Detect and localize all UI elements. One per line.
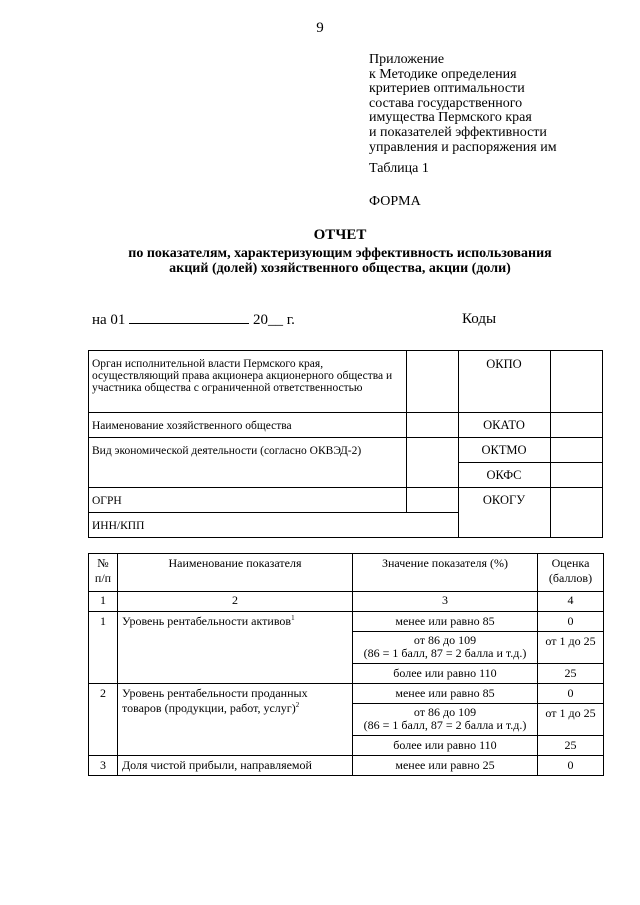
okpo-code-label: ОКПО [486,357,522,371]
page-number: 9 [316,20,324,36]
appendix-line: и показателей эффективности [369,124,547,140]
oktmo-code-label: ОКТМО [481,443,527,457]
okato-code-label: ОКАТО [483,418,525,432]
score: 0 [538,612,604,632]
form-label: ФОРМА [369,194,421,209]
score: от 1 до 25 [538,704,604,736]
value-range: более или равно 110 [353,664,538,684]
header-name: Наименование показателя [118,554,353,592]
report-subtitle-line1: по показателям, характеризующим эффективность использования [128,246,552,261]
value-range: менее или равно 25 [353,756,538,776]
appendix-line: к Методике определения [369,66,517,82]
indicators-table [88,553,604,776]
report-date-line [92,311,295,329]
appendix-header [369,53,557,155]
appendix-line: имущества Пермского края [369,110,532,126]
report-subtitle-line2: акций (долей) хозяйственного общества, акции (доли) [169,261,511,276]
value-range: от 86 до 109 (86 = 1 балл, 87 = 2 балла и т.д.) [353,704,538,736]
report-subtitle [0,246,640,276]
footnote-mark: 1 [291,614,295,622]
authority-label: Орган исполнительной власти Пермского края, осуществляющий права акционера акционерного общества и участника общества с ограниченной ответственностью [92,358,393,394]
company-name-label: Наименование хозяйственного общества [92,420,292,432]
col-number: 1 [89,592,118,612]
indicators-header-row [89,554,604,592]
score: 0 [538,756,604,776]
report-title: ОТЧЕТ [313,227,367,243]
score: от 1 до 25 [538,632,604,664]
table-row [89,684,604,704]
col-number: 3 [353,592,538,612]
score: 25 [538,664,604,684]
col-number: 2 [118,592,353,612]
activity-type-label: Вид экономической деятельности (согласно ОКВЭД-2) [92,445,362,457]
header-score: Оценка (баллов) [538,554,604,592]
header-value: Значение показателя (%) [353,554,538,592]
appendix-line: состава государственного [369,95,523,111]
indicator-name: Доля чистой прибыли, направляемой [118,756,353,776]
codes-table [88,350,603,538]
value-range: от 86 до 109 (86 = 1 балл, 87 = 2 балла и т.д.) [353,632,538,664]
header-num: № п/п [89,554,118,592]
col-number: 4 [538,592,604,612]
table-row [89,612,604,632]
indicator-name: Уровень рентабельности активов$^1$ [118,612,353,684]
score: 0 [538,684,604,704]
table-label: Таблица 1 [369,161,429,176]
indicator-name: Уровень рентабельности проданных товаров (продукции, работ, услуг)$^2$ [118,684,353,756]
value-range: менее или равно 85 [353,612,538,632]
row-num: 3 [89,756,118,776]
footnote-mark: 2 [295,701,300,709]
date-blank-field[interactable] [129,311,249,324]
value-range: более или равно 110 [353,736,538,756]
row-num: 1 [89,612,118,684]
date-prefix: на 01 [92,312,126,328]
column-number-row [89,592,604,612]
codes-label: Коды [462,311,497,327]
value-range: менее или равно 85 [353,684,538,704]
inn-kpp-label: ИНН/КПП [92,520,145,532]
table-row [89,756,604,776]
date-year: 20__ г. [252,312,295,328]
row-num: 2 [89,684,118,756]
okfs-code-label: ОКФС [486,468,522,482]
appendix-line: Приложение [369,52,445,67]
score: 25 [538,736,604,756]
appendix-line: управления и распоряжения им [369,139,557,155]
appendix-line: критериев оптимальности [369,81,525,97]
okogu-code-label: ОКОГУ [482,493,526,507]
ogrn-label: ОГРН [92,495,122,507]
